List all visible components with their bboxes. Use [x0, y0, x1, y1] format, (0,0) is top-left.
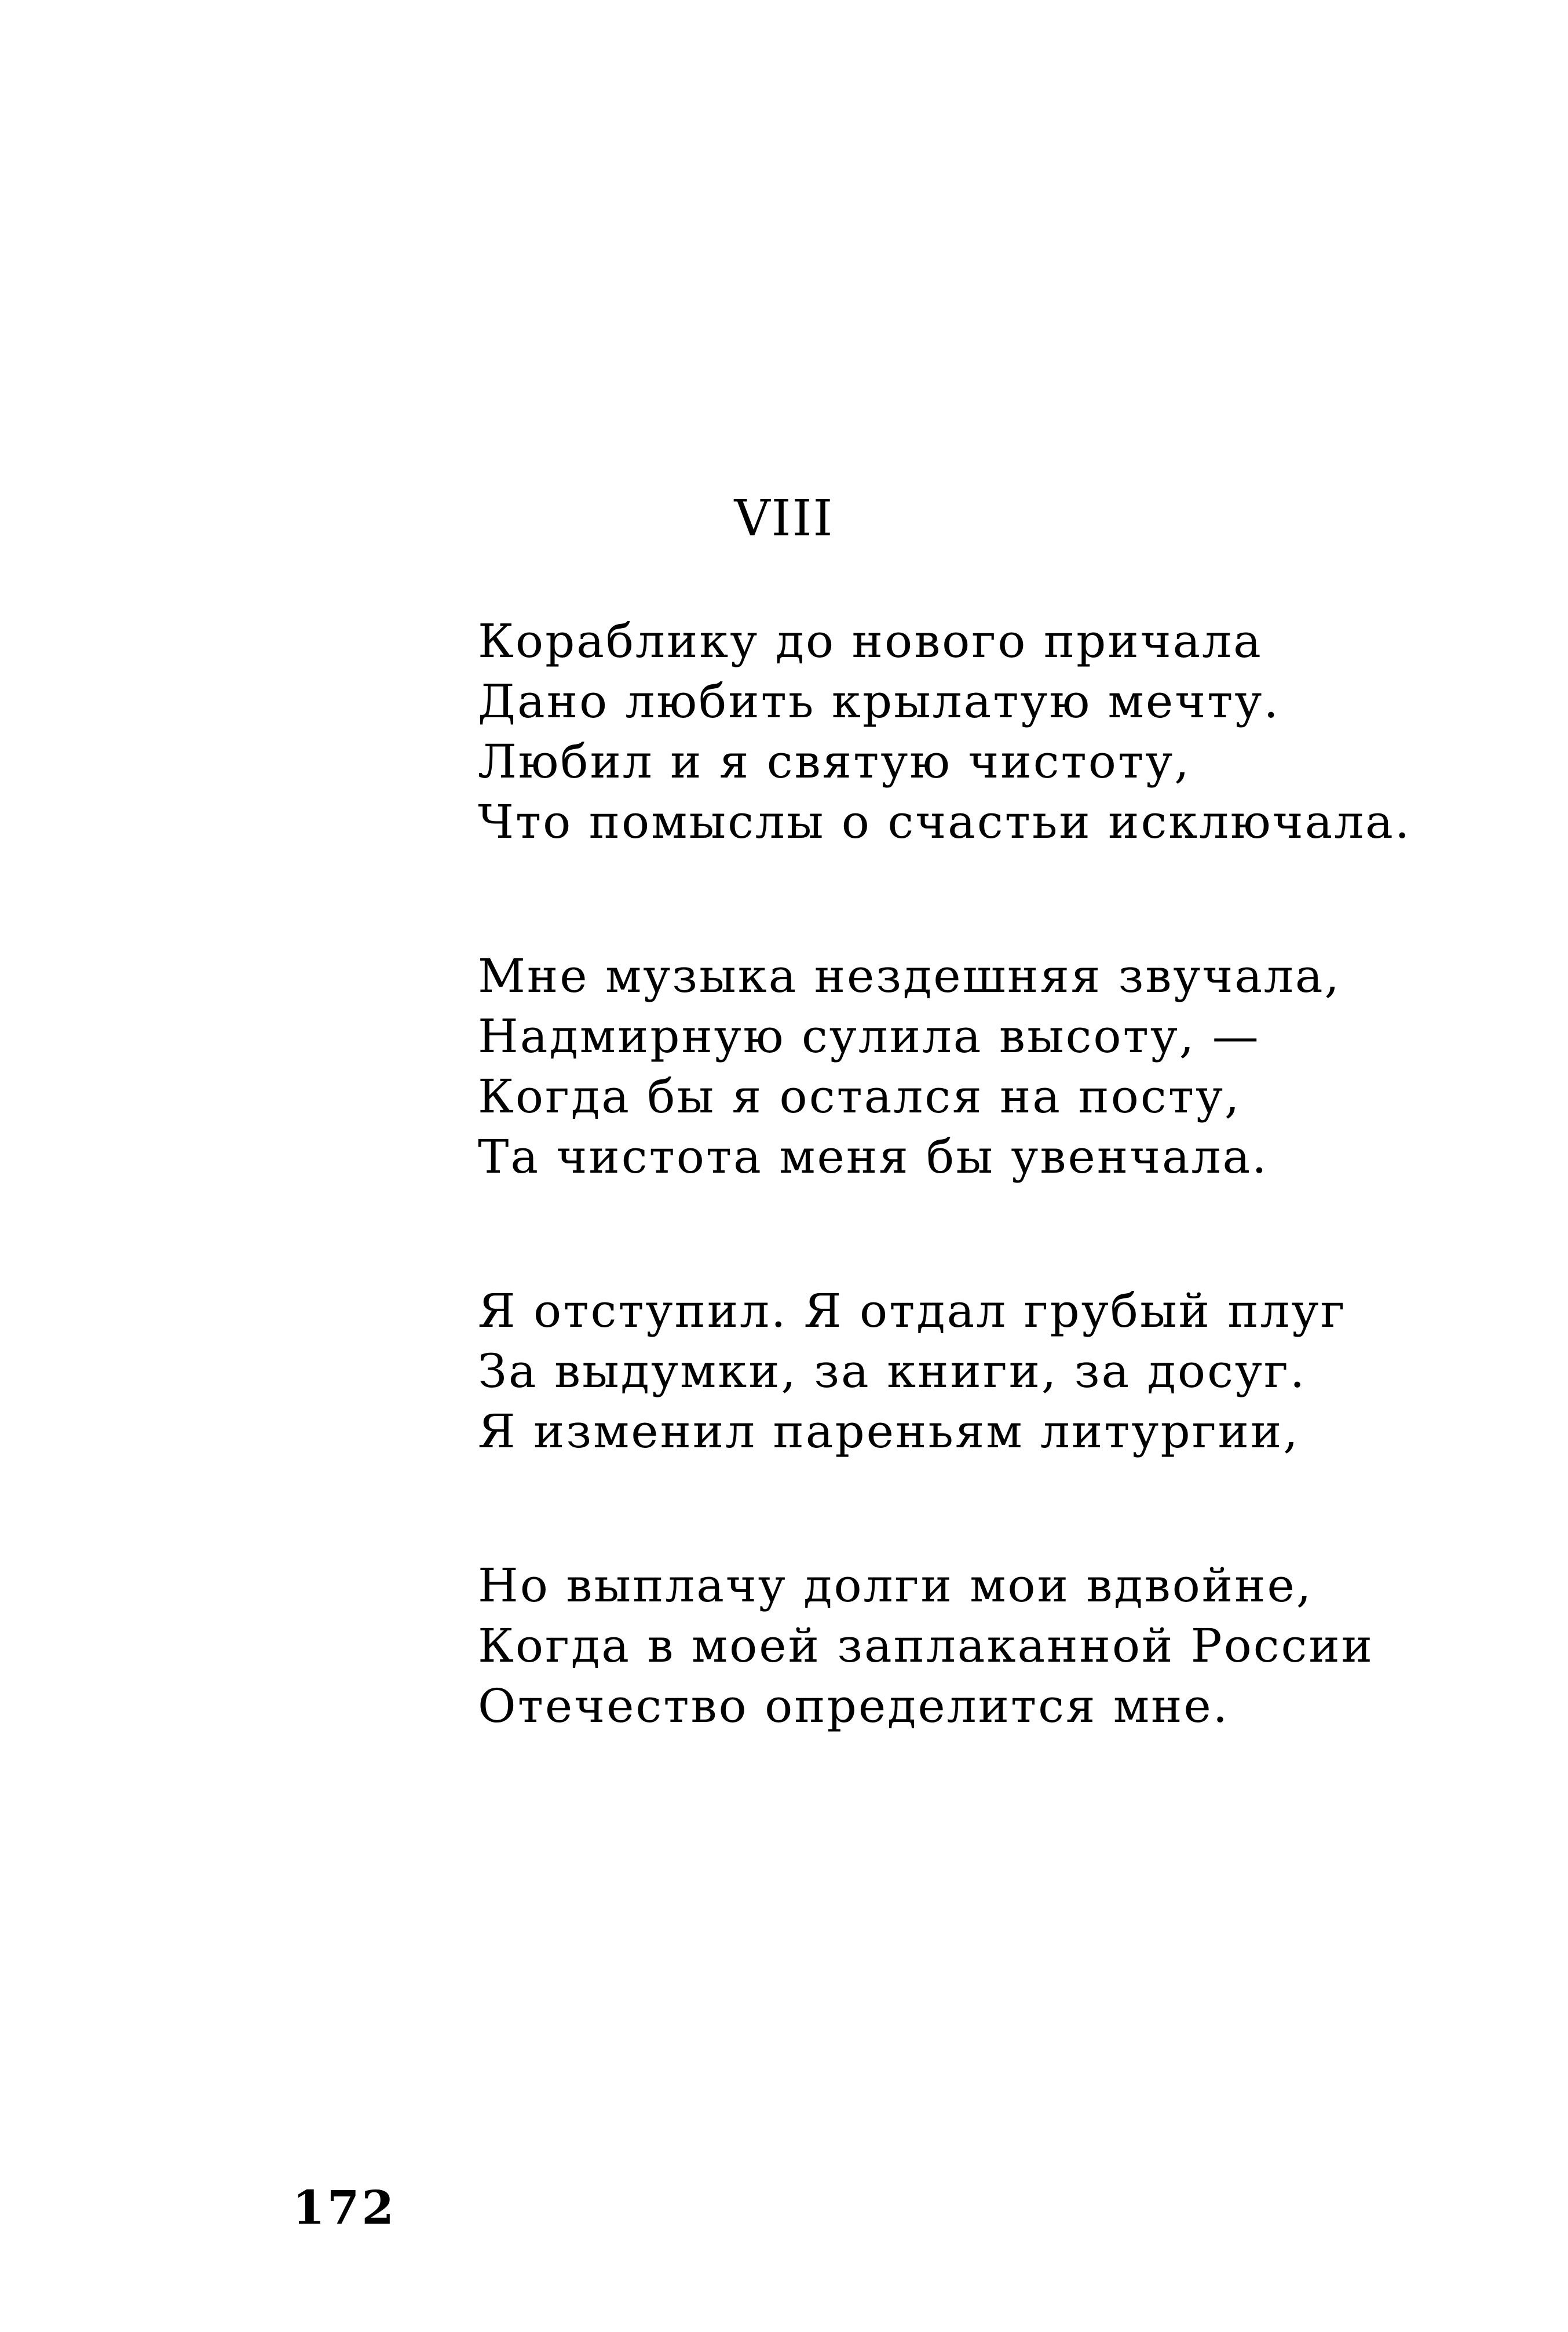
poem-line: Я отступил. Я отдал грубый плуг — [478, 1284, 1347, 1338]
poem-line: Мне музыка нездешняя звучала, — [478, 949, 1341, 1003]
poem-line: Та чистота меня бы увенчала. — [478, 1130, 1269, 1184]
poem-line: Но выплачу долги мои вдвойне, — [478, 1559, 1313, 1612]
poem-line: Дано любить крылатую мечту. — [478, 674, 1280, 728]
poem-line: Что помыслы о счастьи исключала. — [478, 795, 1412, 849]
poem-line: Когда в моей заплаканной России — [478, 1619, 1374, 1673]
poem-line: Любил и я святую чистоту, — [478, 735, 1191, 789]
page-number: 172 — [293, 2180, 396, 2235]
poem-line: Я изменил пареньям литургии, — [478, 1404, 1300, 1458]
stanza-3 — [478, 1281, 1521, 1462]
poem-line: Когда бы я остался на посту, — [478, 1070, 1241, 1123]
stanza-1 — [478, 611, 1521, 852]
poem — [478, 611, 1521, 1830]
poem-line: Кораблику до нового причала — [478, 614, 1263, 668]
poem-line: За выдумки, за книги, за досуг. — [478, 1344, 1307, 1398]
stanza-4 — [478, 1556, 1521, 1736]
poem-line: Надмирную сулила высоту, — — [478, 1009, 1260, 1063]
section-number: VIII — [734, 490, 834, 548]
poem-line: Отечество определится мне. — [478, 1679, 1230, 1733]
stanza-2 — [478, 946, 1521, 1187]
